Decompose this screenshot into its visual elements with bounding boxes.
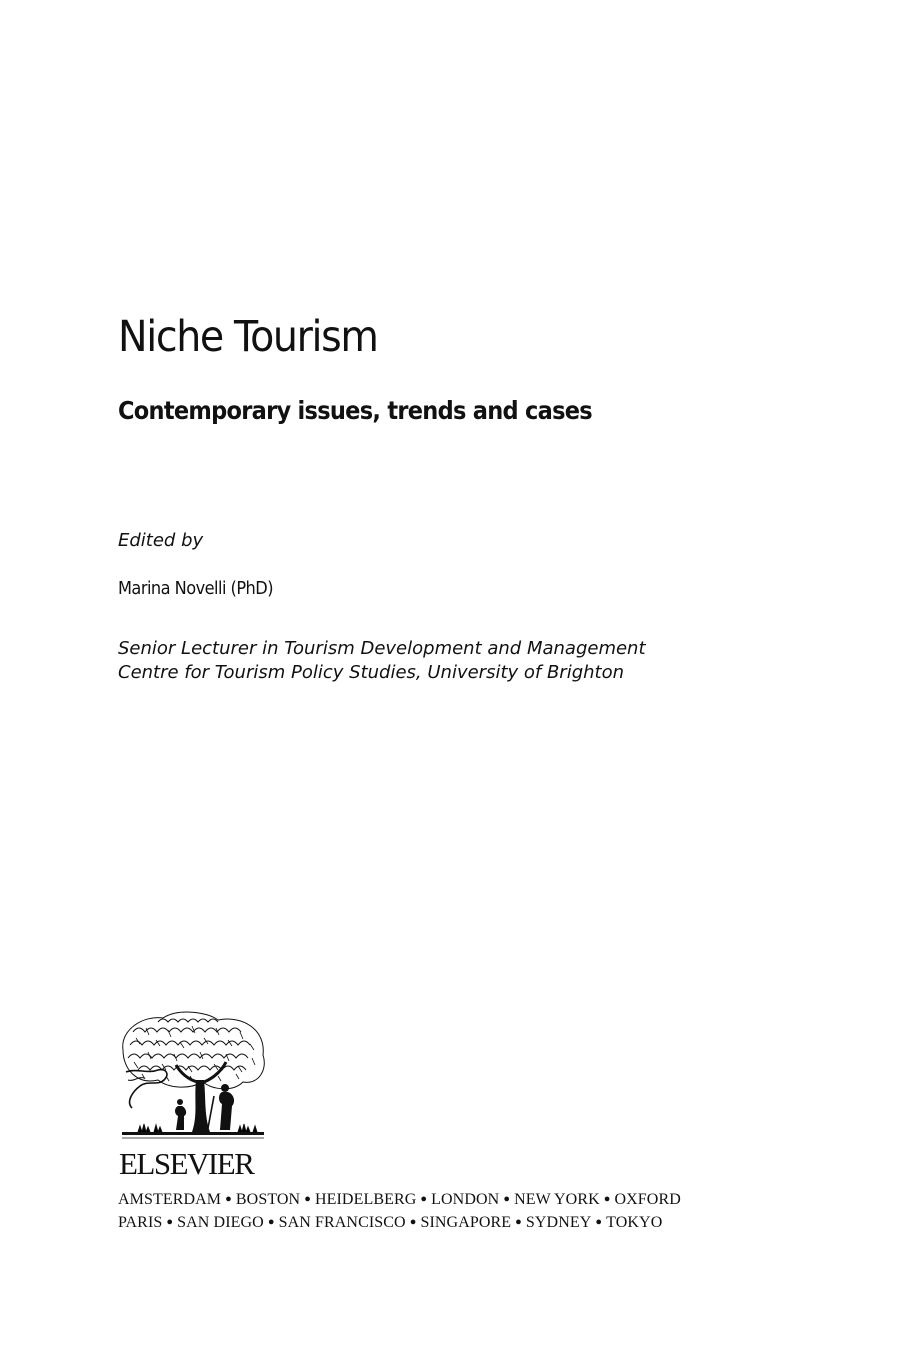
- city: HEIDELBERG: [314, 1191, 417, 1208]
- bullet-separator: ●: [225, 1193, 232, 1205]
- city: NEW YORK: [514, 1191, 600, 1208]
- bullet-separator: ●: [420, 1193, 428, 1205]
- book-title: Niche Tourism: [118, 312, 378, 362]
- editor-affiliation: [118, 637, 646, 685]
- city: AMSTERDAM: [118, 1191, 222, 1208]
- bullet-separator: ●: [515, 1216, 522, 1228]
- bullet-separator: ●: [409, 1216, 417, 1228]
- city: OXFORD: [614, 1191, 681, 1208]
- book-subtitle: Contemporary issues, trends and cases: [118, 396, 592, 425]
- bullet-separator: ●: [603, 1193, 611, 1205]
- bullet-separator: ●: [595, 1216, 603, 1228]
- publisher-name: ELSEVIER: [119, 1146, 254, 1181]
- edited-by-label: Edited by: [118, 530, 204, 551]
- city: SINGAPORE: [420, 1214, 512, 1231]
- bullet-separator: ●: [166, 1216, 174, 1228]
- bullet-separator: ●: [503, 1193, 511, 1205]
- cities-line-1: [118, 1188, 681, 1211]
- affiliation-line-2: Centre for Tourism Policy Studies, University of Brighton: [118, 662, 625, 683]
- city: SAN FRANCISCO: [278, 1214, 406, 1231]
- affiliation-line-1: Senior Lecturer in Tourism Development and Management: [118, 638, 646, 659]
- bullet-separator: ●: [267, 1216, 275, 1228]
- city: LONDON: [431, 1191, 500, 1208]
- cities-line-2: [118, 1211, 681, 1234]
- city: PARIS: [118, 1214, 163, 1231]
- city: SAN DIEGO: [177, 1214, 264, 1231]
- city: TOKYO: [606, 1214, 663, 1231]
- bullet-separator: ●: [304, 1193, 311, 1205]
- editor-name: Marina Novelli (PhD): [118, 578, 274, 599]
- publisher-cities: [118, 1188, 681, 1234]
- city: SYDNEY: [525, 1214, 592, 1231]
- elsevier-tree-logo-icon: [118, 1010, 268, 1148]
- city: BOSTON: [235, 1191, 301, 1208]
